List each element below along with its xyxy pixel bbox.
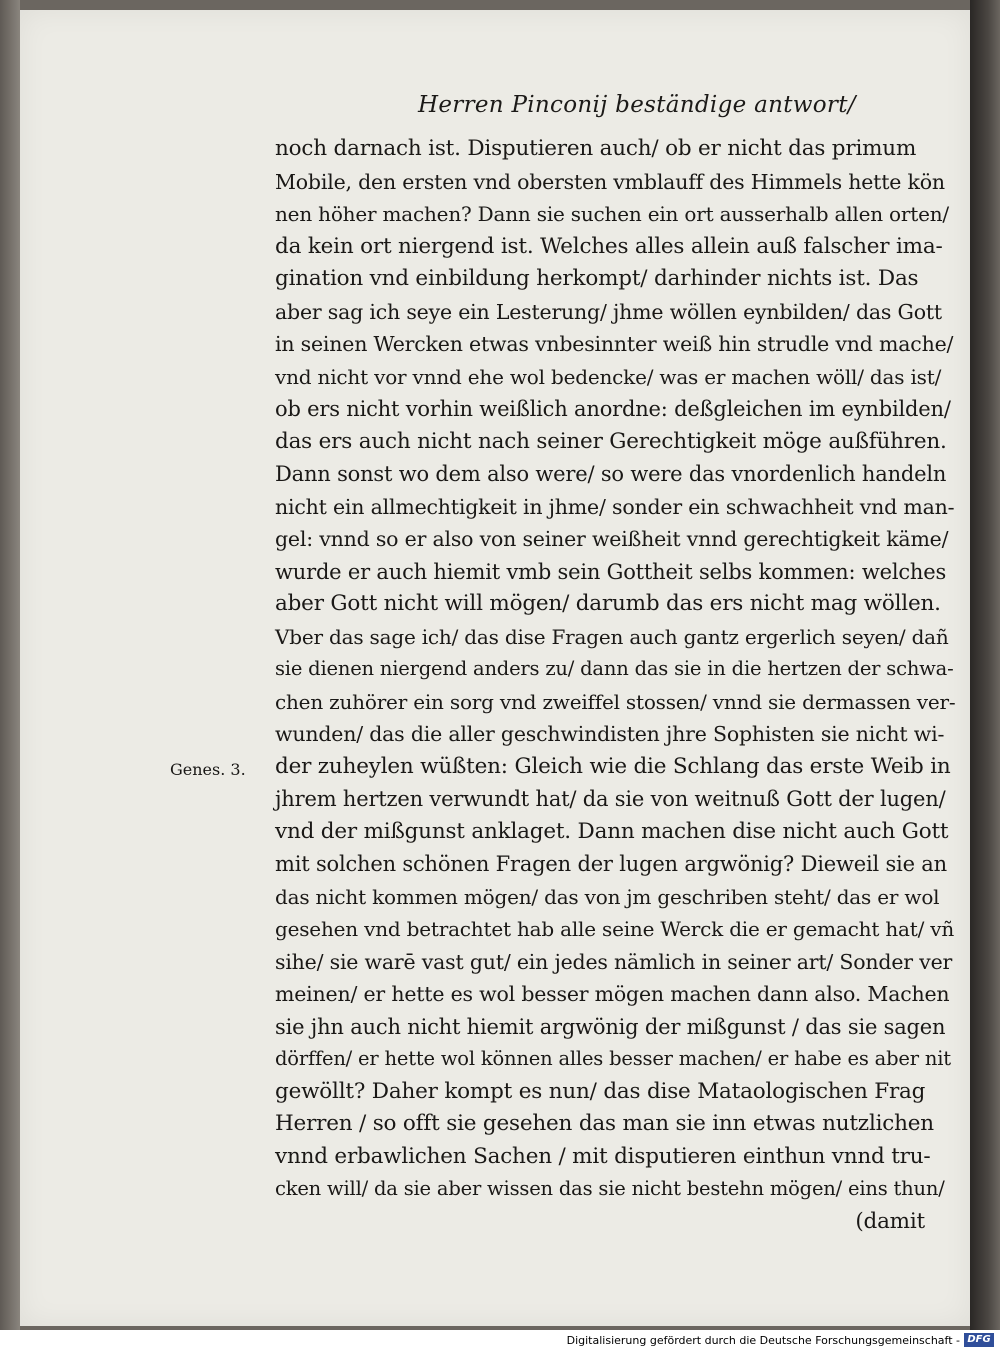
text-line: gesehen vnd betrachtet hab alle seine Werck die er gemacht hat/ vñ [275,917,955,941]
text-line: ob ers nicht vorhin weißlich anordne: deßgleichen im eynbilden/ [275,397,951,421]
text-line: vnd der mißgunst anklaget. Dann machen dise nicht auch Gott [275,818,949,844]
text-block [275,133,955,1238]
text-line: sie jhn auch nicht hiemit argwönig der mißgunst / das sie sagen [275,1014,946,1039]
text-line: nen höher machen? Dann sie suchen ein ort ausserhalb allen orten/ [275,202,949,226]
text-line: noch darnach ist. Disputieren auch/ ob er nicht das primum [275,136,917,161]
dfg-logo-icon[interactable]: DFG [964,1333,994,1347]
margin-note: Genes. 3. [170,760,246,779]
text-line: gewöllt? Daher kompt es nun/ das dise Mataologischen Frag [275,1078,926,1104]
text-line: nicht ein allmechtigkeit in jhme/ sonder ein schwachheit vnd man- [275,494,955,519]
text-line: Mobile, den ersten vnd obersten vmblauff des Himmels hette kön [275,169,945,194]
text-line: vnd nicht vor vnnd ehe wol bedencke/ was er machen wöll/ das ist/ [275,364,942,389]
text-line: Herren / so offt sie gesehen das man sie inn etwas nutzlichen [275,1111,934,1136]
book-binding-shadow [970,0,1000,1330]
text-line: mit solchen schönen Fragen der lugen argwönig? Dieweil sie an [275,852,947,876]
text-line: meinen/ er hette es wol besser mögen machen dann also. Machen [275,982,950,1006]
text-line: das nicht kommen mögen/ das von jm geschriben steht/ das er wol [275,884,940,909]
text-line: gel: vnnd so er also von seiner weißheit vnnd gerechtigkeit käme/ [275,527,949,551]
text-line: Dann sonst wo dem also were/ so were das vnordenlich handeln [275,462,947,486]
text-line: wurde er auch hiemit vmb sein Gottheit selbs kommen: welches [275,559,947,584]
text-line: jhrem hertzen verwundt hat/ da sie von weitnuß Gott der lugen/ [275,787,946,811]
text-line: das ers auch nicht nach seiner Gerechtigkeit möge außführen. [275,428,947,454]
page-edge-left [0,0,20,1330]
text-line: da kein ort niergend ist. Welches alles allein auß falscher ima- [275,233,943,259]
text-line: vnnd erbawlichen Sachen / mit disputieren einthun vnnd tru- [275,1143,931,1169]
text-line: cken will/ da sie aber wissen das sie nicht bestehn mögen/ eins thun/ [275,1177,945,1200]
text-line: aber Gott nicht will mögen/ darumb das ers nicht mag wöllen. [275,591,941,616]
text-line: aber sag ich seye ein Lesterung/ jhme wöllen eynbilden/ das Gott [275,299,942,324]
text-line: dörffen/ er hette wol können alles besser machen/ er habe es aber nit [275,1047,951,1070]
text-line: sie dienen niergend anders zu/ dann das sie in die hertzen der schwa- [275,657,954,680]
text-line: gination vnd einbildung herkompt/ darhinder nichts ist. Das [275,266,919,291]
text-line: chen zuhörer ein sorg vnd zweiffel stossen/ vnnd sie dermassen ver- [275,689,956,714]
text-line: Vber das sage ich/ das dise Fragen auch gantz ergerlich seyen/ dañ [275,624,949,649]
catchword: (damit [855,1208,925,1234]
running-head: Herren Pinconij beständige antwort/ [418,92,856,118]
footer-credit: Digitalisierung gefördert durch die Deutsche Forschungsgemeinschaft - [566,1334,960,1347]
text-line: wunden/ das die aller geschwindisten jhre Sophisten sie nicht wi- [275,722,945,746]
text-line: in seinen Wercken etwas vnbesinnter weiß hin strudle vnd mache/ [275,332,954,356]
text-line: sihe/ sie warē vast gut/ ein jedes nämlich in seiner art/ Sonder ver [275,949,953,974]
text-line: der zuheylen wüßten: Gleich wie die Schlang das erste Weib in [275,753,951,779]
